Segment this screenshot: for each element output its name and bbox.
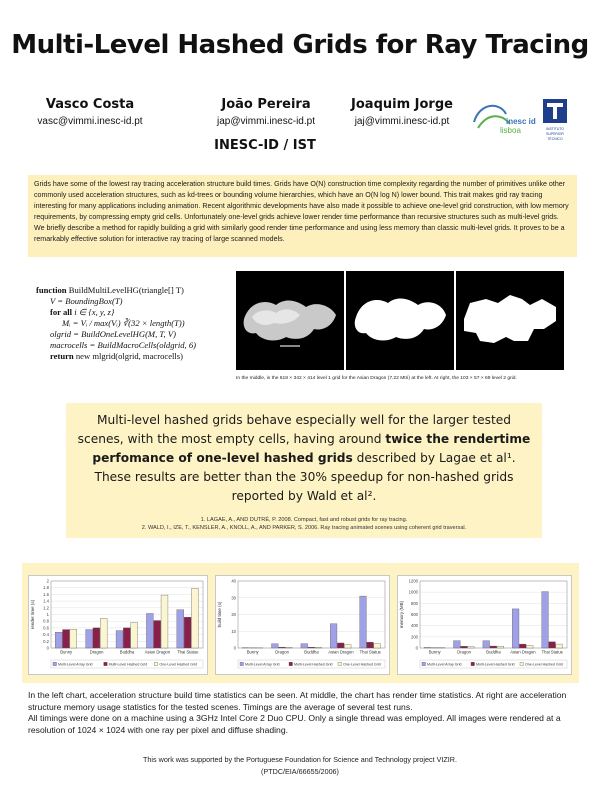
memory-chart <box>397 575 572 675</box>
author-name: Vasco Costa <box>45 97 135 112</box>
legend-label: Multi-Level Array Grid <box>427 662 462 667</box>
author-email[interactable]: jap@vimmi.inesc-id.pt <box>217 116 315 127</box>
bar <box>63 630 70 648</box>
charts-description-p1: In the left chart, acceleration structure build time statistics can be seen. At middle, the chart has render time statistics. At right are acceleration structure memory usage statistics for the tested scenes. Timings are the average of several test runs. <box>28 690 567 712</box>
results-text-part2: described by Lagae et al¹. These results are better than the 30% speedup for non-hashed grids reported by Wald et al². <box>94 451 516 503</box>
y-tick-label: 0 <box>233 645 236 651</box>
y-tick-label: 1.8 <box>43 585 49 591</box>
chart-svg <box>29 576 207 674</box>
x-tick-label: Dragon <box>457 649 471 655</box>
x-tick-label: Asian Dragon <box>328 649 354 655</box>
y-tick-label: 1 <box>46 612 49 617</box>
algo-line: Mᵢ = Vᵢ / max(Vᵢ) ∛(32 × length(T)) <box>62 318 185 328</box>
x-tick-label: Buddha <box>304 649 319 655</box>
results-highlight <box>66 403 542 538</box>
bar <box>308 647 315 648</box>
bar <box>367 642 374 648</box>
references <box>76 516 532 532</box>
bar <box>131 623 138 648</box>
y-tick-label: 800 <box>411 600 418 606</box>
bar <box>374 644 381 648</box>
bar <box>86 630 93 648</box>
legend-swatch <box>104 662 108 666</box>
render-level2-grid <box>456 271 564 370</box>
legend-label: One-Level Hashed Grid <box>343 662 381 667</box>
bar <box>483 641 490 648</box>
y-tick-label: 0.4 <box>43 632 49 638</box>
algo-line: macrocells = BuildMacroCells(oldgrid, 6) <box>50 340 196 350</box>
render-time-chart <box>28 575 208 675</box>
build-time-chart <box>215 575 390 675</box>
x-tick-label: Buddha <box>486 649 501 655</box>
author-jorge <box>327 97 477 127</box>
render-caption: In the middle, is the 618 × 342 × 414 level 1 grid for the Asian Dragon (7.22 Mtri) at the left. At right, the 103 × 57 × 69 level 2 grid. <box>236 376 517 381</box>
y-tick-label: 20 <box>231 612 236 617</box>
y-tick-label: 200 <box>411 634 418 640</box>
author-name: João Pereira <box>221 97 311 112</box>
legend-label: Multi-Level Array Grid <box>58 662 93 667</box>
ist-logo-line3: TÉCNICO <box>547 137 563 141</box>
x-tick-label: Buddha <box>119 649 135 655</box>
y-axis-label: render time (s) <box>30 599 35 630</box>
abstract-panel: Grids have some of the lowest ray tracing acceleration structure build times. Grids have O(N) construction time complexity regarding the number of primitives unlike other commonly used acceleration structures, such as kd-trees or bounding volume hierarchies, which have an O(N log N) lower bound. This trait makes grid ray tracing interesting for many applications including animation. Recent algorithmic developments have also made it possible to achieve one-level grid construction, with low memory requirements, by compressing empty grid cells. Unfortunately one-level grids achieve lower render time performance than recursive structures such as multi-level grids. We briefly describe a method for rapidly building a grid with similarly good render time performance and using less memory than classic multi-level grids. It proves to be a remarkably effective solution for interactive ray tracing of large scanned models. <box>28 175 577 257</box>
y-tick-label: 0.6 <box>43 625 49 631</box>
bar <box>344 645 351 648</box>
bar <box>191 588 198 648</box>
results-text-bold: twice the rendertime perfomance of one-level hashed grids <box>92 432 531 465</box>
acknowledgement-line2: (PTDC/EIA/66655/2006) <box>261 767 339 776</box>
x-tick-label: Dragon <box>275 649 289 655</box>
legend-swatch <box>154 662 158 666</box>
bar <box>461 646 468 648</box>
x-tick-label: Bunny <box>60 649 73 655</box>
inesc-id-logo <box>470 100 536 138</box>
y-tick-label: 2 <box>46 578 49 584</box>
algorithm-listing <box>36 285 236 362</box>
render-level1-grid <box>346 271 454 370</box>
bar <box>542 592 549 648</box>
algo-keyword: for all <box>50 307 73 317</box>
bar <box>424 647 431 648</box>
bar <box>301 644 308 648</box>
legend-label: One-Level Hashed Grid <box>525 662 563 667</box>
y-tick-label: 1200 <box>408 578 418 584</box>
bar <box>468 647 475 648</box>
author-email[interactable]: jaj@vimmi.inesc-id.pt <box>354 116 450 127</box>
ist-logo <box>541 97 569 145</box>
algo-line: V = BoundingBox(T) <box>50 296 123 306</box>
legend-swatch <box>289 662 293 666</box>
y-tick-label: 0 <box>415 645 418 651</box>
results-text-part1: Multi-level hashed grids behave especially well for the larger tested scenes, with the most empty cells, having around <box>77 413 512 446</box>
bar <box>177 610 184 648</box>
bar <box>184 617 191 648</box>
affiliation: INESC-ID / IST <box>214 138 316 153</box>
charts-description-p2: All timings were done on a machine using a 3GHz Intel Core 2 Duo CPU. Only a single thread was employed. All images were rendered at a resolution of 1024 × 1024 with one ray per pixel and diffuse shading. <box>28 713 561 735</box>
bar <box>161 595 168 648</box>
y-tick-label: 1.6 <box>43 591 49 597</box>
bar <box>286 647 293 648</box>
y-tick-label: 1.2 <box>43 605 49 611</box>
bar <box>556 644 563 648</box>
x-tick-label: Bunny <box>246 649 259 655</box>
x-tick-label: Asian Dragon <box>144 649 171 655</box>
y-tick-label: 400 <box>411 623 418 629</box>
bar <box>526 645 533 648</box>
legend-swatch <box>520 662 524 666</box>
x-tick-label: Bunny <box>428 649 441 655</box>
bar <box>315 647 322 648</box>
x-tick-label: Thai Statue <box>541 649 564 655</box>
author-pereira <box>191 97 341 127</box>
algo-keyword: return <box>50 351 74 361</box>
bar <box>279 647 286 648</box>
author-email[interactable]: vasc@vimmi.inesc-id.pt <box>37 116 143 127</box>
acknowledgement <box>100 754 500 778</box>
y-tick-label: 40 <box>231 578 236 584</box>
bar <box>123 628 130 648</box>
y-tick-label: 0.8 <box>43 618 49 624</box>
bar <box>519 644 526 648</box>
render-asian-dragon <box>236 271 344 370</box>
results-text <box>76 411 532 506</box>
bar <box>116 631 123 648</box>
y-axis-label: memory (MB) <box>399 600 404 629</box>
y-axis-label: build time (s) <box>217 601 222 628</box>
algo-keyword: function <box>36 285 67 295</box>
y-tick-label: 0 <box>46 645 49 651</box>
algo-line: BuildMultiLevelHG(triangle[] T) <box>66 285 184 295</box>
x-tick-label: Asian Dragon <box>510 649 536 655</box>
y-tick-label: 0.2 <box>43 638 49 644</box>
bar <box>549 642 556 648</box>
ist-logo-line1: INSTITUTO <box>546 127 564 131</box>
legend-swatch <box>422 662 426 666</box>
legend-label: One-Level Hashed Grid <box>159 662 198 667</box>
y-tick-label: 10 <box>231 628 236 634</box>
x-tick-label: Dragon <box>89 649 104 655</box>
algo-line: i ∈ {x, y, z} <box>72 307 115 317</box>
legend-swatch <box>53 662 57 666</box>
chart-svg <box>398 576 571 674</box>
bar <box>512 609 519 648</box>
bar <box>454 641 461 648</box>
bar <box>337 643 344 648</box>
bar <box>330 624 337 648</box>
author-costa <box>15 97 165 127</box>
legend-swatch <box>240 662 244 666</box>
charts-description <box>28 690 583 736</box>
legend-label: Multi-Level Hashed Grid <box>294 662 333 667</box>
bar <box>146 613 153 648</box>
bar <box>490 646 497 648</box>
bar <box>100 619 107 648</box>
bar <box>272 644 279 648</box>
bar <box>70 629 77 648</box>
acknowledgement-line1: This work was supported by the Portuguese Foundation for Science and Technology project VIZIR. <box>143 755 457 764</box>
legend-swatch <box>471 662 475 666</box>
legend-label: Multi-Level Array Grid <box>245 662 280 667</box>
algo-line: olgrid = BuildOneLevelHG(M, T, V) <box>50 329 176 339</box>
y-tick-label: 1000 <box>408 589 418 595</box>
y-tick-label: 600 <box>411 612 418 617</box>
inesc-lisboa-text: lisboa <box>500 126 521 135</box>
inesc-id-text: inesc id <box>506 117 536 126</box>
legend-label: Multi-Level Hashed Grid <box>108 662 148 667</box>
chart-svg <box>216 576 389 674</box>
y-tick-label: 1.4 <box>43 598 49 604</box>
x-tick-label: Thai Statue <box>359 649 382 655</box>
bar <box>55 632 62 648</box>
bar <box>154 621 161 648</box>
poster-title: Multi-Level Hashed Grids for Ray Tracing <box>11 30 589 60</box>
bar <box>93 628 100 648</box>
reference-1: 1. LAGAE, A., AND DUTRÉ, P. 2008. Compact, fast and robust grids for ray tracing. <box>200 517 408 523</box>
legend-swatch <box>338 662 342 666</box>
bar <box>360 596 367 648</box>
y-tick-label: 30 <box>231 595 236 601</box>
bar <box>497 646 504 648</box>
x-tick-label: Thai Statue <box>177 649 199 655</box>
legend-label: Multi-Level Hashed Grid <box>476 662 515 667</box>
algo-line: new mlgrid(olgrid, macrocells) <box>73 351 184 361</box>
ist-logo-line2: SUPERIOR <box>546 132 564 136</box>
reference-2: 2. WALD, I., IZE, T., KENSLER, A., KNOLL, A., AND PARKER, S. 2006. Ray tracing animated scenes using coherent grid traversal. <box>141 525 467 531</box>
author-name: Joaquim Jorge <box>351 97 453 112</box>
